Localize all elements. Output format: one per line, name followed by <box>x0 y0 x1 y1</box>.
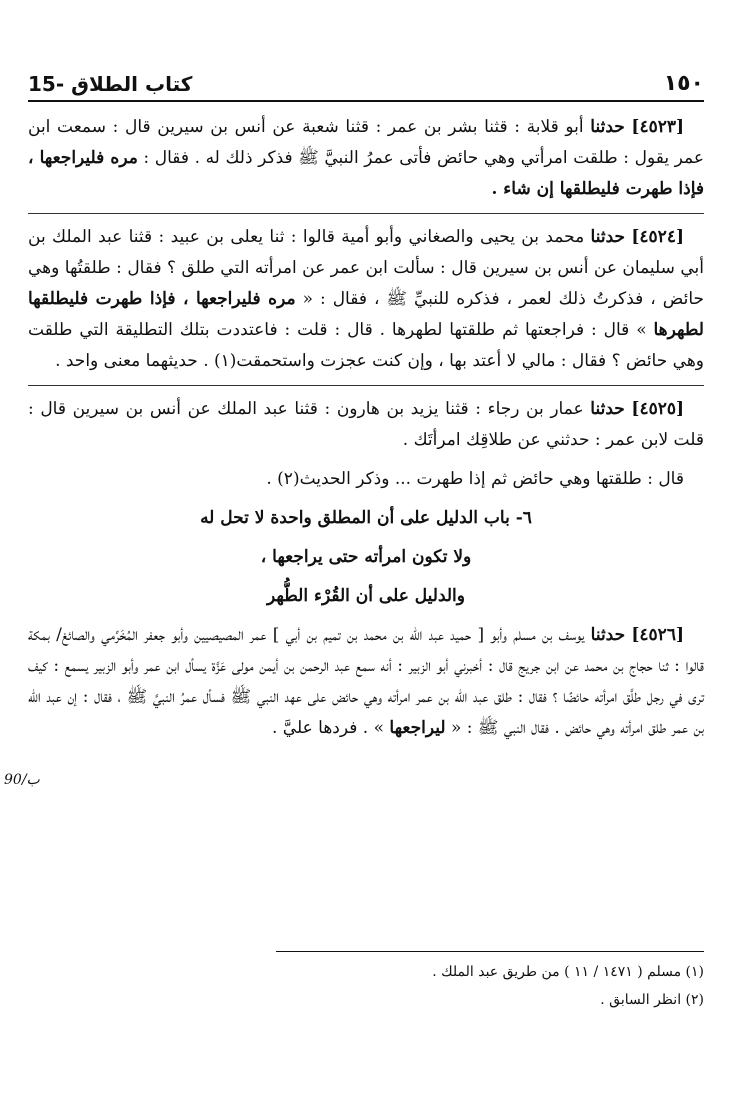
hadith-number: [٤٥٢٤] <box>631 227 684 247</box>
hadith-text: قال : طلقتها وهي حائض ثم إذا طهرت ... وذكر الحديث(٢) . <box>266 469 684 489</box>
header-rule <box>28 100 704 102</box>
hadith-text-cont: » قال : فراجعتها ثم طلقتها لطهرها . قال : قلت : فاعتددت بتلك التطليقة التي طلقت وهي حائض ؟ فقال : مالي لا أعتد بها ، وإن كنت عجزت واستحمقت(١) . حديثهما معنى واحد . <box>28 320 704 371</box>
manuscript-folio-note: 90/ب <box>4 772 40 788</box>
hadith-number: [٤٥٢٥] <box>631 399 685 419</box>
page-number: ١٥٠ <box>663 71 704 96</box>
hadith-lead: حدثنا <box>590 117 625 137</box>
hadith-text: أبو قلابة : قثنا بشر بن عمر : قثنا شعبة عن أنس بن سيرين قال : سمعت ابن عمر يقول : طلقت امرأتي وهي حائض فأتى عمرُ النبيَّ ﷺ فذكر ذلك له . فقال : <box>28 117 704 168</box>
separator <box>28 213 704 214</box>
hadith-lead: حدثنا <box>590 227 626 247</box>
hadith-4525-cont <box>28 464 704 495</box>
hadith-number: [٤٥٢٣] <box>631 117 685 137</box>
hadith-text-cont: » . فردها عليَّ . <box>271 718 384 738</box>
hadith-text: عمار بن رجاء : قثنا يزيد بن هارون : قثنا عبد الملك عن أنس بن سيرين قال : قلت لابن عمر : حدثني عن طلاقِك امرأتَك . <box>28 399 704 450</box>
section-title-line-2: ولا تكون امرأته حتى يراجعها ، <box>260 547 472 567</box>
hadith-4523 <box>28 112 704 205</box>
hadith-bold-text: مره فليراجعها ، فإذا طهرت فليطلقها إن شاء . <box>28 148 704 199</box>
footnote-rule <box>276 951 704 952</box>
chapter-title: 15- كتاب الطلاق <box>28 72 193 96</box>
hadith-4524 <box>28 222 704 377</box>
footnote-1: (١) مسلم ( ١٤٧١ / ١١ ) من طريق عبد الملك . <box>432 964 704 980</box>
hadith-4526 <box>28 620 704 744</box>
hadith-number: [٤٥٢٦] <box>631 625 684 645</box>
hadith-text: محمد بن يحيى والصغاني وأبو أمية قالوا : ثنا يعلى بن عبيد : قثنا عبد الملك بن أبي سليمان عن أنس بن سيرين قال : سألت ابن عمر عن امرأته التي طلق ؟ فقال : طلقتُها وهي حائض ، فذكرتُ ذلك لعمر ، فذكره للنبيِّ ﷺ ، فقال : « <box>28 227 705 309</box>
section-title-line-3: والدليل على أن القُرْء الطُّهر <box>267 586 465 606</box>
separator <box>28 385 704 386</box>
hadith-lead: حدثنا <box>590 625 626 645</box>
page-header <box>28 60 704 96</box>
hadith-text: يوسف بن مسلم وأبو [ حميد عبد الله بن محمد بن تميم بن أبي ] عمر المصيصيين وأبو جعفر المُخَرِّمي والصائغ/ بمكة قالوا : ثنا حجاج بن محمد عن ابن جريج قال : أخبرني أبو الزبير : أنه سمع عبد الرحمن بن أيمن مولى عَزَّة يسأل ابن عمر وأبو الزبير يسمع : كيف ترى في رجل طلَّق امرأته حائضًا ؟ فقال : طلق عبد الله بن عمر امرأته وهي حائض على عهد النبي ﷺ فسأل عمرُ النبيَّ ﷺ ، فقال : إن عبد الله بن عمر طلق امرأته وهي حائض . فقال النبي ﷺ : « <box>28 625 704 738</box>
hadith-lead: حدثنا <box>590 399 625 419</box>
hadith-bold-text: ليراجعها <box>389 718 446 738</box>
main-text <box>28 112 704 752</box>
footnote-2: (٢) انظر السابق . <box>600 992 704 1008</box>
hadith-4525 <box>28 394 704 456</box>
section-title-line-1: ٦- باب الدليل على أن المطلق واحدة لا تحل له <box>200 508 532 528</box>
hadith-bold-text: مره فليراجعها ، فإذا طهرت فليطلقها لطهرها <box>28 289 704 340</box>
